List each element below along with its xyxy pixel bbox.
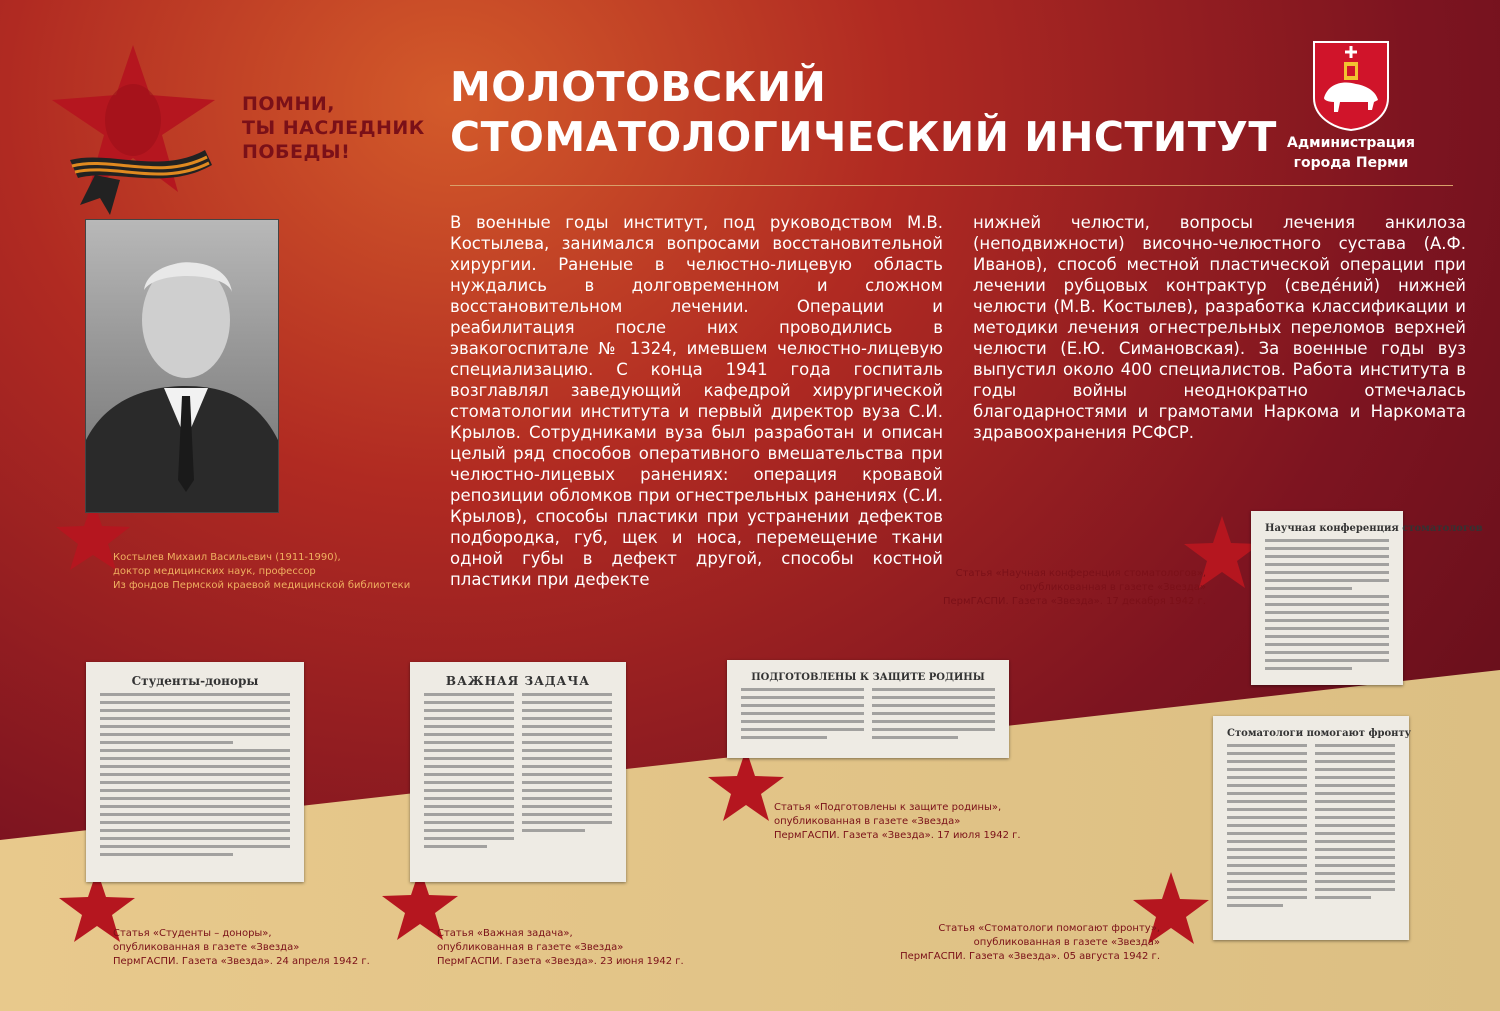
clipping-headline: Научная конференция стоматологов xyxy=(1265,523,1483,534)
motto xyxy=(242,92,425,164)
motto-line: ПОБЕДЫ! xyxy=(242,141,351,163)
clipping-headline: Студенты-доноры xyxy=(131,674,259,688)
body-text-column-2: нижней челюсти, вопросы лечения анкилоза (неподвижности) височно-челюстного сустава (А.Ф. Иванов), способ местной пластической операции при лечении рубцовых контрактур (сведéний) нижней челюсти (М.В. Костылев), разработка классификации и методики лечения огнестрельных переломов верхней челюсти (Е.Ю. Симановская). За военные годы вуз выпустил около 400 специалистов. Работа института в годы войны неоднократно отмечалась благодарностями и грамотами Наркома и Наркомата здравоохранения РСФСР. xyxy=(973,213,1466,442)
caption-line: Статья «Студенты – доноры», xyxy=(113,928,272,939)
newspaper-clipping xyxy=(727,660,1009,758)
clipping-caption xyxy=(437,927,684,969)
body-text-column-1: В военные годы институт, под руководством М.В. Костылева, занимался вопросами восстановительной хирургии. Раненые в челюстно-лицевую область нуждались в долговременном и сложном восстановительном лечении. Операции и реабилитация после них проводились в эвакогоспитале № 1324, имевшем челюстно-лицевую специализацию. С конца 1941 года госпиталь возглавлял заведующий кафедрой хирургической стоматологии института и первый директор вуза С.И. Крылов. Сотрудниками вуза был разработан и описан целый ряд способов оперативного вмешательства при челюстно-лицевых ранениях: операция кровавой репозиции обломков при огнестрельных ранениях (С.И. Крылов), способы пластики при устранении дефектов подбородка, губ, щек и носа, перемещение ткани одной губы в дефект другой, способы костной пластики при дефекте xyxy=(450,213,943,589)
caption-line: опубликованная в газете «Звезда» xyxy=(437,942,624,953)
caption-line: опубликованная в газете «Звезда» xyxy=(973,937,1160,948)
caption-line: Статья «Научная конференция стоматологов», xyxy=(955,568,1206,579)
title-line: СТОМАТОЛОГИЧЕСКИЙ ИНСТИТУТ xyxy=(450,113,1277,161)
clipping-headline: ПОДГОТОВЛЕНЫ К ЗАЩИТЕ РОДИНЫ xyxy=(751,672,985,683)
administration-line: города Перми xyxy=(1293,155,1409,171)
portrait-caption xyxy=(113,551,410,593)
clipping-caption xyxy=(930,567,1206,609)
caption-line: Из фондов Пермской краевой медицинской библиотеки xyxy=(113,580,411,591)
administration-line: Администрация xyxy=(1287,135,1415,151)
clipping-caption xyxy=(880,922,1160,964)
perm-coat-of-arms-icon xyxy=(1312,40,1390,132)
caption-line: ПермГАСПИ. Газета «Звезда». 05 августа 1942 г. xyxy=(900,951,1160,962)
clipping-caption xyxy=(774,801,1021,843)
caption-line: ПермГАСПИ. Газета «Звезда». 17 июля 1942 г. xyxy=(774,830,1021,841)
page-title xyxy=(450,62,1277,162)
caption-line: ПермГАСПИ. Газета «Звезда». 17 декабря 1942 г. xyxy=(943,596,1206,607)
caption-line: опубликованная в газете «Звезда» xyxy=(113,942,300,953)
caption-line: ПермГАСПИ. Газета «Звезда». 23 июня 1942 г. xyxy=(437,956,684,967)
caption-line: Статья «Стоматологи помогают фронту», xyxy=(938,923,1160,934)
caption-line: опубликованная в газете «Звезда» xyxy=(774,816,961,827)
caption-line: опубликованная в газете «Звезда» xyxy=(1019,582,1206,593)
caption-line: Статья «Важная задача», xyxy=(437,928,573,939)
caption-line: Костылев Михаил Васильевич (1911-1990), xyxy=(113,552,341,563)
administration-label xyxy=(1280,133,1422,173)
newspaper-clipping xyxy=(410,662,626,882)
newspaper-clipping xyxy=(1213,716,1412,940)
newspaper-clipping xyxy=(1251,511,1483,685)
clipping-headline: ВАЖНАЯ ЗАДАЧА xyxy=(445,674,591,688)
caption-line: Статья «Подготовлены к защите родины», xyxy=(774,802,1002,813)
motto-line: ПОМНИ, xyxy=(242,93,335,115)
motto-line: ТЫ НАСЛЕДНИК xyxy=(242,117,425,139)
caption-line: ПермГАСПИ. Газета «Звезда». 24 апреля 1942 г. xyxy=(113,956,370,967)
portrait-figure xyxy=(86,220,278,512)
clipping-caption xyxy=(113,927,370,969)
clipping-headline: Стоматологи помогают фронту xyxy=(1227,728,1412,739)
title-line: МОЛОТОВСКИЙ xyxy=(450,63,827,111)
title-divider xyxy=(450,185,1453,186)
newspaper-clipping xyxy=(86,662,304,882)
caption-line: доктор медицинских наук, профессор xyxy=(113,566,316,577)
portrait-photo xyxy=(86,220,278,512)
